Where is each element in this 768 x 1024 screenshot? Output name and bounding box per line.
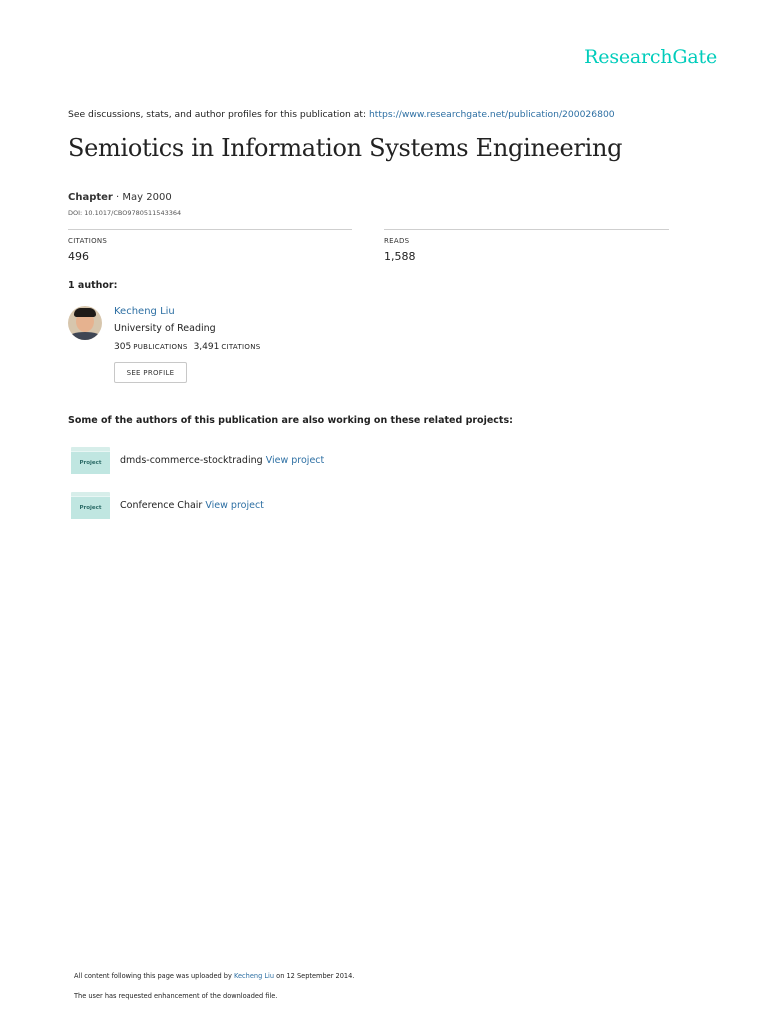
project-name: Conference Chair xyxy=(120,500,203,511)
discussion-line xyxy=(68,109,615,120)
citations-stat xyxy=(68,229,352,263)
citations-value: 496 xyxy=(68,250,89,263)
project-text xyxy=(120,500,264,511)
related-projects-heading: Some of the authors of this publication are also working on these related projects: xyxy=(68,415,513,426)
reads-stat xyxy=(384,229,669,263)
project-text xyxy=(120,455,324,466)
author-publications-label: PUBLICATIONS xyxy=(133,343,188,351)
folder-icon[interactable] xyxy=(71,492,110,519)
reads-label: READS xyxy=(384,237,410,245)
author-stats xyxy=(114,342,261,352)
project-icon-label: Project xyxy=(71,496,110,519)
publication-date: · May 2000 xyxy=(112,192,172,203)
discussion-prefix: See discussions, stats, and author profiles for this publication at: xyxy=(68,109,369,120)
authors-heading: 1 author: xyxy=(68,280,118,291)
project-icon-label: Project xyxy=(71,451,110,474)
project-name: dmds-commerce-stocktrading xyxy=(120,455,263,466)
author-avatar[interactable] xyxy=(68,306,102,340)
view-project-link[interactable]: View project xyxy=(265,455,325,466)
author-name-link[interactable]: Kecheng Liu xyxy=(114,306,175,317)
upload-suffix: on 12 September 2014. xyxy=(274,972,355,980)
see-profile-button[interactable]: SEE PROFILE xyxy=(114,362,187,383)
enhancement-note: The user has requested enhancement of the downloaded file. xyxy=(74,992,278,1000)
author-citations-count: 3,491 xyxy=(193,342,220,352)
author-publications-count: 305 xyxy=(114,342,132,352)
avatar-hair xyxy=(74,308,96,317)
author-citations-label: CITATIONS xyxy=(221,343,261,351)
reads-value: 1,588 xyxy=(384,250,416,263)
publication-doi: DOI: 10.1017/CBO9780511543364 xyxy=(68,209,182,217)
upload-prefix: All content following this page was uploaded by xyxy=(74,972,234,980)
folder-icon[interactable] xyxy=(71,447,110,474)
avatar-shirt xyxy=(68,332,102,340)
upload-note xyxy=(74,972,354,980)
publication-url-link[interactable]: https://www.researchgate.net/publication/200026800 xyxy=(368,109,615,120)
researchgate-logo[interactable]: ResearchGate xyxy=(584,46,717,68)
view-project-link[interactable]: View project xyxy=(205,500,264,511)
publication-type: Chapter xyxy=(68,192,113,203)
uploader-link[interactable]: Kecheng Liu xyxy=(234,972,275,980)
publication-meta xyxy=(68,192,172,203)
citations-label: CITATIONS xyxy=(68,237,108,245)
publication-title: Semiotics in Information Systems Engineering xyxy=(68,134,623,162)
author-affiliation: University of Reading xyxy=(114,323,216,334)
